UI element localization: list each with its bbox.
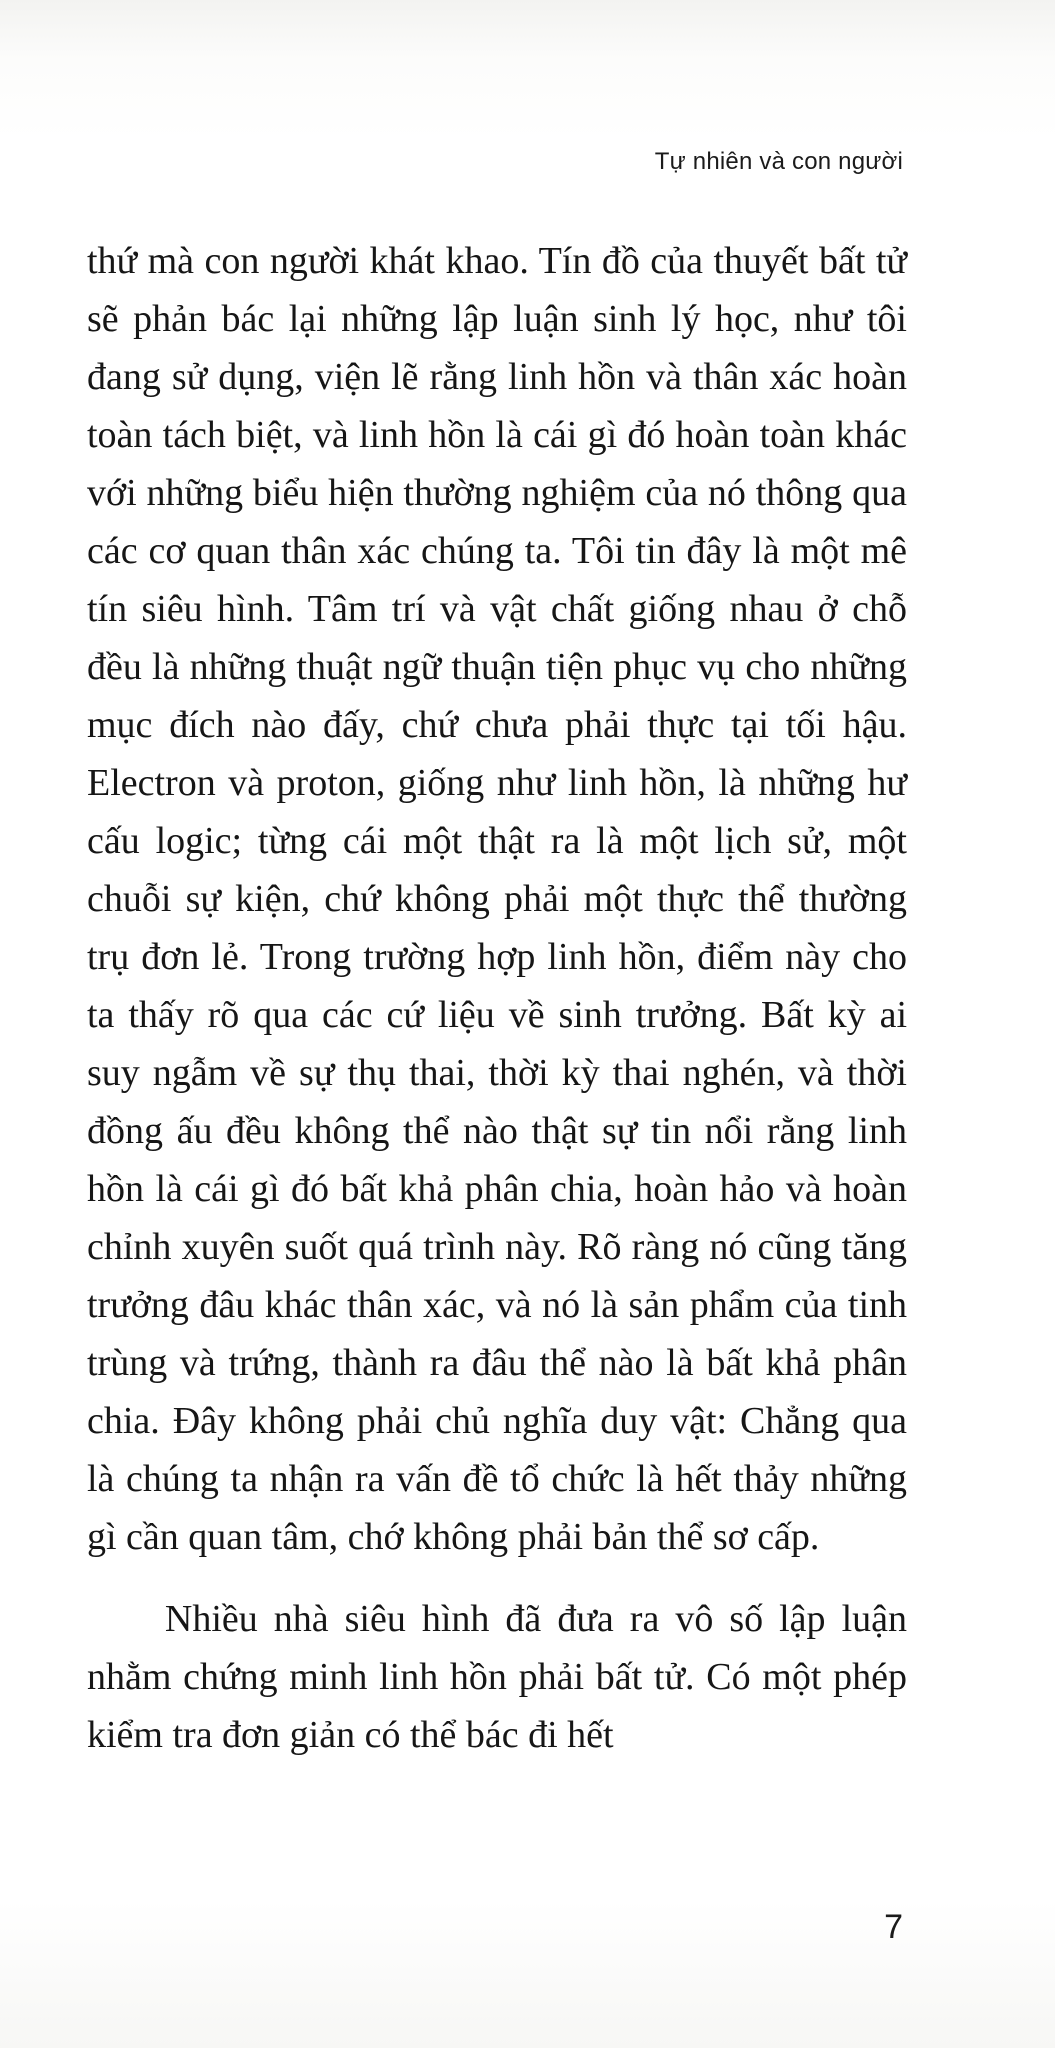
page-number: 7	[884, 1908, 903, 1946]
paragraph-2: Nhiều nhà siêu hình đã đưa ra vô số lập luận nhằm chứng minh linh hồn phải bất tử. Có một phép kiểm tra đơn giản có thể bác đi hết	[87, 1598, 907, 1756]
paragraph-1: thứ mà con người khát khao. Tín đồ của thuyết bất tử sẽ phản bác lại những lập luận sinh lý học, như tôi đang sử dụng, viện lẽ rằng linh hồn và thân xác hoàn toàn tách biệt, và linh hồn là cái gì đó hoàn toàn khác với những biểu hiện thường nghiệm của nó thông qua các cơ quan thân xác chúng ta. Tôi tin đây là một mê tín siêu hình. Tâm trí và vật chất giống nhau ở chỗ đều là những thuật ngữ thuận tiện phục vụ cho những mục đích nào đấy, chứ chưa phải thực tại tối hậu. Electron và proton, giống như linh hồn, là những hư cấu logic; từng cái một thật ra là một lịch sử, một chuỗi sự kiện, chứ không phải một thực thể thường trụ đơn lẻ. Trong trường hợp linh hồn, điểm này cho ta thấy rõ qua các cứ liệu về sinh trưởng. Bất kỳ ai suy ngẫm về sự thụ thai, thời kỳ thai nghén, và thời đồng ấu đều không thể nào thật sự tin nổi rằng linh hồn là cái gì đó bất khả phân chia, hoàn hảo và hoàn chỉnh xuyên suốt quá trình này. Rõ ràng nó cũng tăng trưởng đâu khác thân xác, và nó là sản phẩm của tinh trùng và trứng, thành ra đâu thể nào là bất khả phân chia. Đây không phải chủ nghĩa duy vật: Chẳng qua là chúng ta nhận ra vấn đề tổ chức là hết thảy những gì cần quan tâm, chớ không phải bản thể sơ cấp.	[87, 240, 907, 1558]
running-header: Tự nhiên và con người	[654, 148, 903, 175]
body-text	[87, 232, 907, 1764]
